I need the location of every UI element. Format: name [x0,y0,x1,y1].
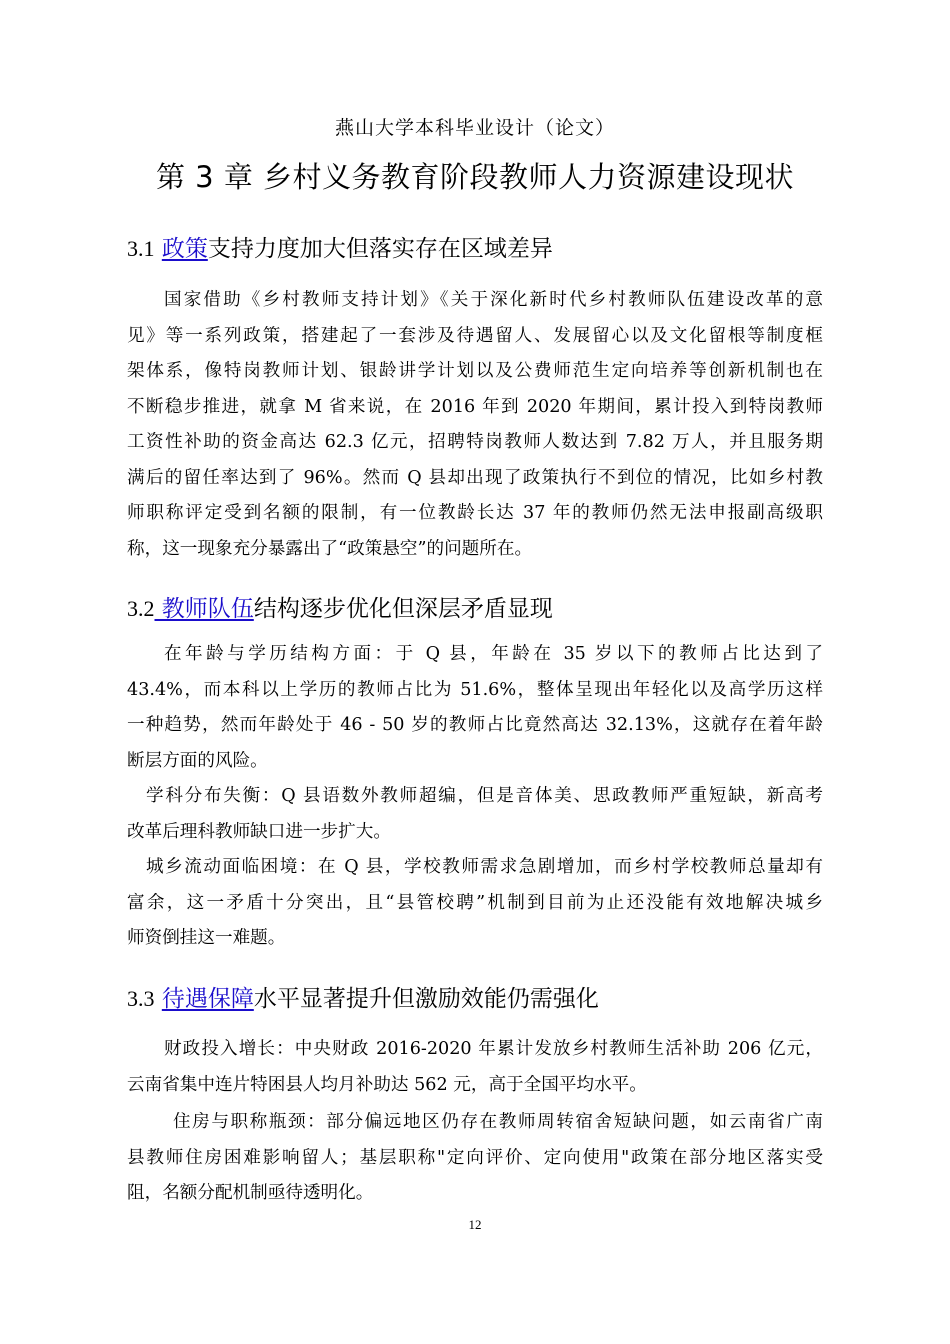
paragraph-line: 断层方面的风险。 [127,750,268,771]
paragraph-line: 在年龄与学历结构方面：于 Q 县，年龄在 35 岁以下的教师占比达到了 [164,644,823,664]
paragraph-financial-input [127,1032,823,1103]
section-number: 3.3 [127,986,155,1011]
paragraph-line: 师职称评定受到名额的限制，有一位教龄长达 37 年的教师仍然无法申报副高级职 [127,503,823,523]
chapter-title: 第 3 章 乡村义务教育阶段教师人力资源建设现状 [155,160,795,194]
section-title-text: 水平显著提升但激励效能仍需强化 [253,986,599,1012]
section-link-teacher-team[interactable]: 教师队伍 [154,596,254,622]
paragraph-line: 改革后理科教师缺口进一步扩大。 [127,821,391,842]
paragraph-line: 师资倒挂这一难题。 [127,928,286,948]
paragraph-line: 住房与职称瓶颈：部分偏远地区仍存在教师周转宿舍短缺问题，如云南省广南 [173,1112,823,1132]
paragraph-line: 县教师住房困难影响留人；基层职称"定向评价、定向使用"政策在部分地区落实受 [127,1147,823,1168]
paragraph-subject-distribution [127,779,823,850]
section-title-text: 支持力度加大但落实存在区域差异 [207,236,553,262]
paragraph-line: 见》等一系列政策，搭建起了一套涉及待遇留人、发展留心以及文化留根等制度框 [127,325,823,346]
paragraph-line: 43.4%，而本科以上学历的教师占比为 51.6%，整体呈现出年轻化以及高学历这样 [127,679,823,700]
paragraph-line: 不断稳步推进，就拿 M 省来说，在 2016 年到 2020 年期间，累计投入到特岗教师 [127,396,823,417]
paragraph-line: 架体系，像特岗教师计划、银龄讲学计划以及公费师范生定向培养等创新机制也在 [127,361,823,381]
section-heading-3-3 [127,980,599,1013]
paragraph-age-education [127,637,823,779]
section-heading-3-1 [127,230,553,263]
paragraph-line: 学科分布失衡：Q 县语数外教师超编，但是音体美、思政教师严重短缺，新高考 [146,786,823,806]
page-number: 12 [468,1217,482,1232]
paragraph-line: 财政投入增长：中央财政 2016-2020 年累计发放乡村教师生活补助 206 亿元， [164,1039,823,1059]
section-link-treatment[interactable]: 待遇保障 [161,986,254,1012]
paragraph-line: 满后的留任率达到了 96%。然而 Q 县却出现了政策执行不到位的情况，比如乡村教 [127,467,823,488]
paragraph-housing-title [127,1105,823,1212]
section-number: 3.1 [127,236,155,261]
paragraph-line: 称，这一现象充分暴露出了“政策悬空”的问题所在。 [127,538,533,559]
paragraph-line: 云南省集中连片特困县人均月补助达 562 元，高于全国平均水平。 [127,1074,647,1095]
section-number: 3.2 [127,596,155,621]
section-link-policy[interactable]: 政策 [161,236,208,262]
paragraph-line: 一种趋势，然而年龄处于 46 - 50 岁的教师占比竟然高达 32.13%，这就存在着年龄 [127,715,823,735]
running-header: 燕山大学本科毕业设计（论文） [334,117,615,139]
section-heading-3-2 [127,590,553,623]
paragraph-line: 工资性补助的资金高达 62.3 亿元，招聘特岗教师人数达到 7.82 万人，并且服务期 [127,432,823,452]
paragraph-urban-rural-flow [127,850,823,957]
paragraph-line: 国家借助《乡村教师支持计划》《关于深化新时代乡村教师队伍建设改革的意 [164,290,823,310]
paragraph-line: 阻，名额分配机制亟待透明化。 [127,1183,374,1203]
paragraph-line: 城乡流动面临困境：在 Q 县，学校教师需求急剧增加，而乡村学校教师总量却有 [146,857,823,877]
paragraph-policy [127,283,823,567]
paragraph-line: 富余，这一矛盾十分突出，且“县管校聘”机制到目前为止还没能有效地解决城乡 [127,892,823,913]
section-title-text: 结构逐步优化但深层矛盾显现 [253,596,553,622]
